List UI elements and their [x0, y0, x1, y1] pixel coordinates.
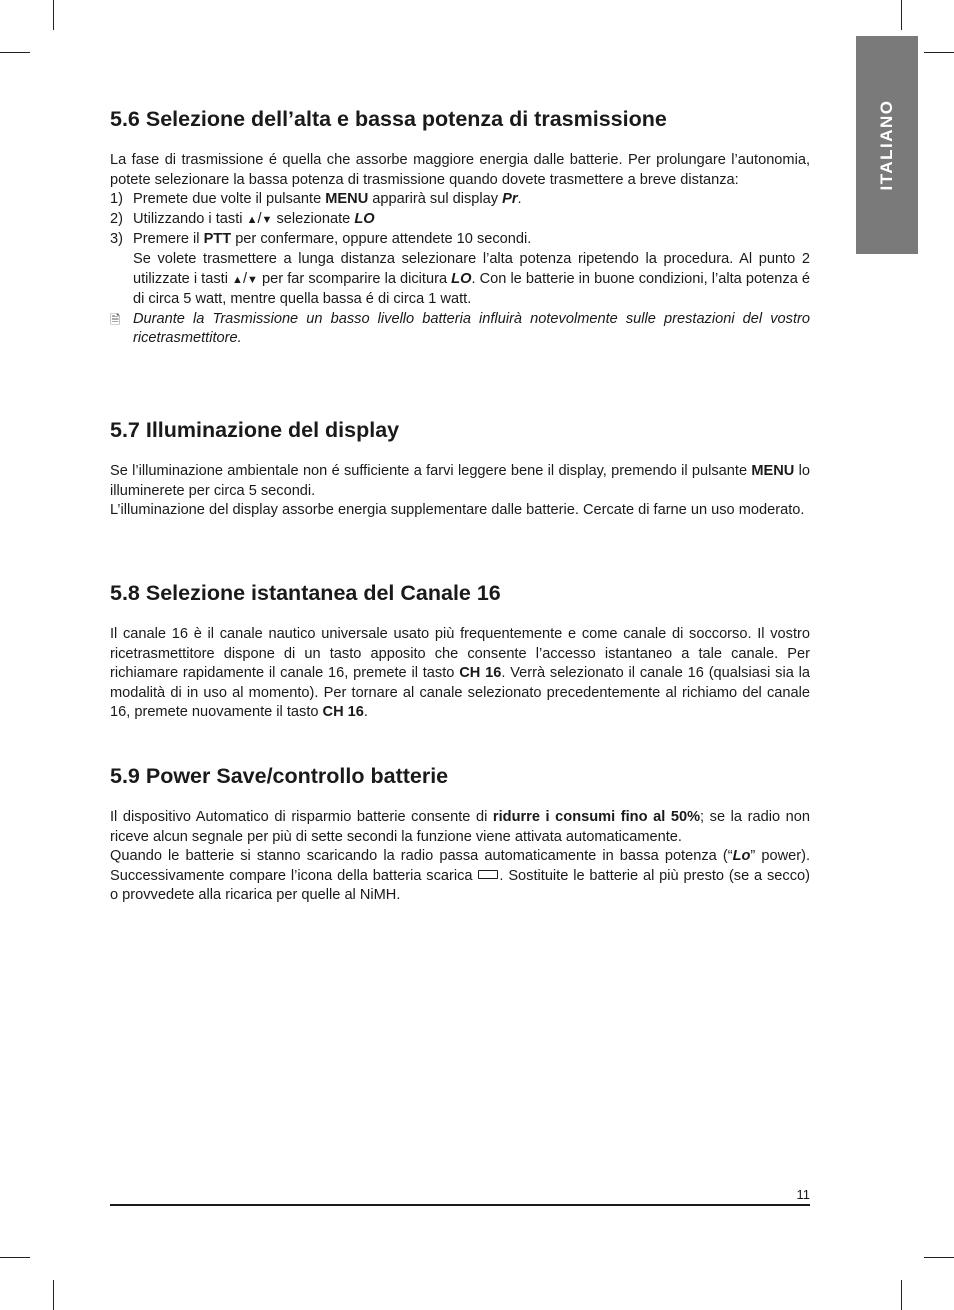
crop-mark: [924, 1257, 954, 1258]
page-number: 11: [796, 1187, 810, 1202]
list-item: 1) Premete due volte il pulsante MENU apparirà sul display Pr.: [110, 191, 522, 208]
footer-rule: [110, 1204, 810, 1206]
up-arrow-icon: ▲: [246, 213, 258, 226]
paragraph: Il canale 16 è il canale nautico universale usato più frequentemente e come canale di soccorso. Il vostro ricetrasmettitore dispone di un tasto apposito che consente l’accesso istantaneo a tale canale. Per richiamare rapidamente il canale 16, premete il tasto CH 16. Verrà selezionato il canale 16 (qualsiasi sia la modalità di in uso al momento). Per tornare al canale selezionato precedentemente al richiamo del canale 16, premete nuovamente il tasto CH 16.: [110, 626, 810, 721]
crop-mark: [0, 52, 30, 53]
list-item: 2) Utilizzando i tasti ▲/▼ selezionate LO: [110, 210, 375, 227]
key-label: CH 16: [322, 704, 364, 721]
paragraph: Quando le batterie si stanno scaricando la radio passa automaticamente in bassa potenza (“Lo” power). Successivamente compare l’icona della batteria scarica . Sostituite le batterie al più presto (se a secco) o provvedete alla ricarica per quelle al NiMH.: [110, 848, 811, 904]
section-title-5-8: 5.8 Selezione istantanea del Canale 16: [110, 581, 501, 605]
paragraph: L’illuminazione del display assorbe energia supplementare dalle batterie. Cercate di farne un uso moderato.: [110, 502, 805, 519]
language-tab-label: ITALIANO: [877, 99, 896, 191]
key-label: CH 16: [459, 665, 502, 682]
crop-mark: [53, 1280, 54, 1310]
note-icon: 🗎: [110, 311, 121, 327]
paragraph: La fase di trasmissione é quella che assorbe maggiore energia dalle batterie. Per prolungare l’autonomia, potete selezionare la bassa potenza di trasmissione quando dovete trasmettere a breve distanza:: [110, 152, 810, 188]
display-text: Pr: [502, 191, 518, 208]
section-body-5-9: [110, 808, 810, 906]
paragraph: Se l’illuminazione ambientale non é sufficiente a farvi leggere bene il display, premendo il pulsante MENU lo illuminerete per circa 5 secondi.: [110, 463, 810, 499]
battery-low-icon: [478, 870, 498, 879]
section-title-5-6: 5.6 Selezione dell’alta e bassa potenza di trasmissione: [110, 107, 667, 131]
section-body-5-7: [110, 462, 810, 521]
section-title-5-9: 5.9 Power Save/controllo batterie: [110, 764, 449, 788]
paragraph: Il dispositivo Automatico di risparmio batterie consente di ridurre i consumi fino al 50%; se la radio non riceve alcun segnale per più di sette secondi la funzione viene attivata automaticamente.: [110, 809, 810, 845]
section-title-5-7: 5.7 Illuminazione del display: [110, 418, 400, 442]
key-label: PTT: [203, 231, 232, 248]
crop-mark: [53, 0, 54, 30]
list-item-continuation: Se volete trasmettere a lunga distanza selezionare l’alta potenza ripetendo la procedura. Al punto 2 utilizzate i tasti ▲/▼ per far scomparire la dicitura LO. Con le batterie in buone condizioni, l’alta potenza é di circa 5 watt, mentre quella bassa é di circa 1 watt.: [133, 250, 811, 308]
list-item: 3) Premere il PTT per confermare, oppure attendete 10 secondi.: [110, 231, 532, 248]
down-arrow-icon: ▼: [247, 273, 258, 286]
key-label: MENU: [325, 191, 369, 208]
display-text: LO: [451, 270, 472, 287]
crop-mark: [0, 1257, 30, 1258]
section-body-5-8: [110, 625, 810, 723]
up-arrow-icon: ▲: [232, 273, 243, 286]
language-tab: [856, 36, 918, 254]
section-body-5-6: [110, 151, 810, 349]
crop-mark: [924, 52, 954, 53]
crop-mark: [901, 1280, 902, 1310]
display-text: Lo: [732, 848, 751, 865]
down-arrow-icon: ▼: [261, 213, 273, 226]
key-label: MENU: [751, 463, 795, 479]
note: 🗎 Durante la Trasmissione un basso livello batteria influirà notevolmente sulle prestazioni del vostro ricetrasmettitore.: [110, 310, 810, 347]
crop-mark: [901, 0, 902, 30]
display-text: LO: [354, 210, 375, 227]
emphasis: ridurre i consumi fino al 50%: [492, 809, 701, 825]
